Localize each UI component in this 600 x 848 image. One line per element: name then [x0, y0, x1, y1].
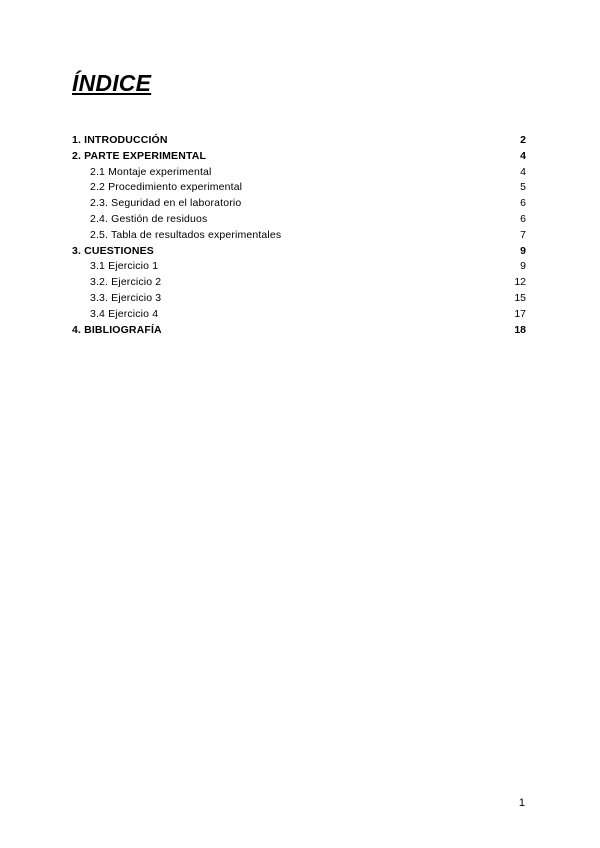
toc-subentry[interactable] — [72, 291, 526, 307]
toc-entry[interactable] — [72, 133, 526, 149]
toc-entry-page: 15 — [514, 291, 526, 304]
toc-subentry[interactable] — [72, 259, 526, 275]
toc-entry-title: 2.3. Seguridad en el laboratorio — [90, 197, 242, 210]
toc-subentry[interactable] — [72, 275, 526, 291]
toc-entry[interactable] — [72, 323, 526, 339]
table-of-contents — [72, 133, 526, 338]
toc-entry-page: 12 — [514, 276, 526, 289]
toc-entry-title: 2.1 Montaje experimental — [90, 165, 212, 178]
toc-entry-title: 3.4 Ejercicio 4 — [90, 307, 159, 320]
toc-entry-page: 9 — [520, 260, 526, 273]
toc-subentry[interactable] — [72, 212, 526, 228]
toc-entry-title: 4. BIBLIOGRAFÍA — [72, 323, 162, 336]
toc-subentry[interactable] — [72, 165, 526, 181]
toc-entry-page: 17 — [514, 307, 526, 320]
toc-subentry[interactable] — [72, 180, 526, 196]
toc-subentry[interactable] — [72, 196, 526, 212]
toc-entry-title: 2.4. Gestión de residuos — [90, 212, 208, 225]
toc-subentry[interactable] — [72, 228, 526, 244]
toc-entry[interactable] — [72, 244, 526, 260]
toc-entry-page: 4 — [520, 149, 526, 162]
toc-entry-page: 2 — [520, 134, 526, 146]
toc-entry-title: 1. INTRODUCCIÓN — [72, 134, 168, 146]
toc-entry-title: 3.2. Ejercicio 2 — [90, 276, 162, 289]
toc-entry-page: 6 — [520, 197, 526, 210]
toc-entry-title: 3. CUESTIONES — [72, 244, 154, 257]
toc-entry-page: 6 — [520, 212, 526, 225]
toc-entry-page: 18 — [514, 323, 526, 336]
toc-entry-page: 9 — [520, 244, 526, 257]
toc-entry-page: 5 — [520, 181, 526, 194]
toc-entry-page: 7 — [520, 228, 526, 241]
toc-entry-page: 4 — [520, 165, 526, 178]
toc-subentry[interactable] — [72, 307, 526, 323]
page-number: 1 — [518, 797, 525, 809]
toc-entry-title: 2.5. Tabla de resultados experimentales — [90, 228, 282, 241]
toc-entry[interactable] — [72, 149, 526, 165]
toc-entry-title: 2. PARTE EXPERIMENTAL — [72, 149, 207, 162]
toc-entry-title: 3.1 Ejercicio 1 — [90, 260, 159, 273]
toc-entry-title: 3.3. Ejercicio 3 — [90, 291, 162, 304]
toc-entry-title: 2.2 Procedimiento experimental — [90, 181, 243, 194]
page-title: ÍNDICE — [72, 70, 152, 96]
